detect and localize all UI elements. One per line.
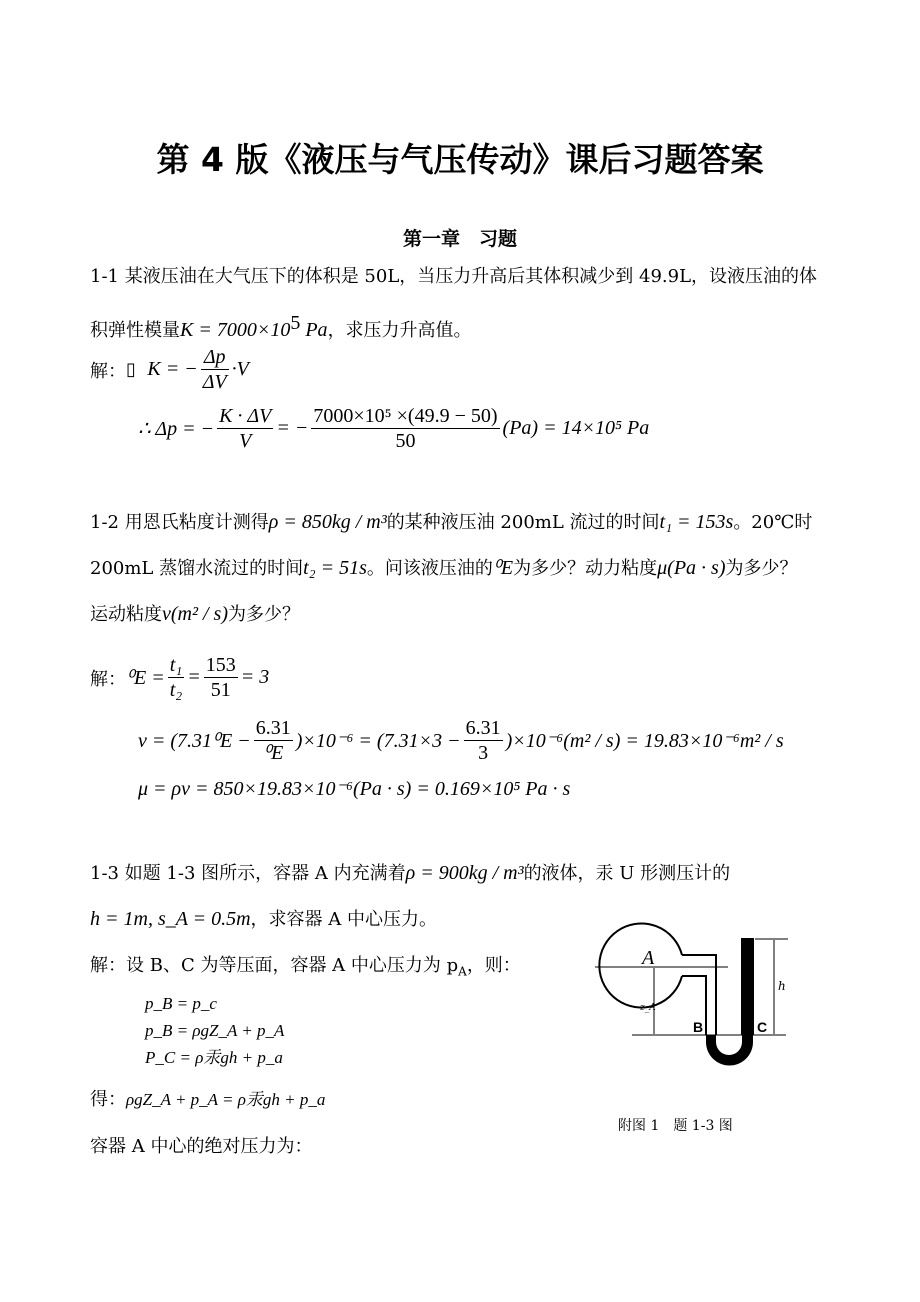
formula-dynamic-viscosity: μ = ρν = 850×19.83×10⁻⁶(Pa · s) = 0.169×10⁵ Pa · s: [138, 778, 571, 800]
manometer-figure: [590, 910, 810, 1140]
container-a-shape: [599, 924, 682, 1008]
label-a: A: [642, 947, 655, 969]
label-za: z_A: [640, 1003, 656, 1013]
problem-1-2-line2: 200mL 蒸馏水流过的时间t₂ = 51s。问该液压油的⁰E为多少？动力粘度μ(Pa · s)为多少？: [90, 557, 798, 579]
equation-pb: p_B = ρgZ_A + p_A: [145, 1021, 285, 1040]
chapter-heading: 第一章 习题: [402, 228, 517, 250]
problem-1-1-line1: 1-1 某液压油在大气压下的体积是 50L，当压力升高后其体积减少到 49.9L，设液压油的体: [90, 266, 818, 287]
mercury-column: [706, 938, 753, 1066]
problem-1-3-line1: 1-3 如题 1-3 图所示，容器 A 内充满着ρ = 900kg / m³的液体，汞 U 形测压计的: [90, 862, 731, 884]
problem-1-1-line2: 积弹性模量$K = 7000\times 10^5$ Pa，求压力升高值。: [90, 312, 472, 341]
equation-pc: P_C = ρ汞gh + p_a: [145, 1048, 283, 1067]
document-title: 第 4 版《液压与气压传动》课后习题答案: [156, 140, 764, 179]
problem-1-2-line1: 1-2 用恩氏粘度计测得ρ = 850kg / m³的某种液压油 200mL 流过的时间t₁ = 153s。20℃时: [90, 511, 813, 533]
label-h: h: [778, 979, 786, 993]
formula-pressure-rise: ∴ Δp = − $\frac{K \cdot \Delta V}{V}$ = − $\frac{\text{7000×10⁵ ×(49.9 − 50)}}{50}$ (Pa) = 14×10⁵ Pa: [138, 405, 650, 452]
solution-1-3-intro: 解：设 B、C 为等压面，容器 A 中心压力为 $p_A$，则：: [90, 955, 521, 979]
equation-result: 得：ρgZ_A + p_A = ρ汞gh + p_a: [90, 1089, 326, 1110]
figure-caption: 附图 1 题 1-3 图: [618, 1118, 733, 1134]
problem-1-2-line3: 运动粘度ν(m² / s)为多少？: [90, 603, 300, 625]
label-c: C: [757, 1019, 768, 1035]
absolute-pressure-line: 容器 A 中心的绝对压力为：: [90, 1136, 313, 1157]
label-b: B: [693, 1019, 704, 1035]
formula-engler-degree: 解： ⁰E = $\frac{\text{t₁}}{\text{t₂}}$ = $\frac{153}{51}$ = 3: [90, 654, 270, 701]
formula-bulk-modulus: 解： ▯ K = − $\frac{\Delta p}{\Delta V}$ ·V: [90, 346, 249, 393]
problem-1-3-line2: h = 1m, s_A = 0.5m，求容器 A 中心压力。: [90, 908, 437, 930]
equation-pb-pc: p_B = p_c: [145, 994, 217, 1013]
formula-kinematic-viscosity: ν = (7.31⁰E − $\frac{6.31}{\text{⁰E}}$ )×10⁻⁶ = (7.31×3 − $\frac{6.31}{3}$ )×10⁻⁶(m² / s) = 19.83×10⁻⁶m² / s: [138, 717, 784, 764]
